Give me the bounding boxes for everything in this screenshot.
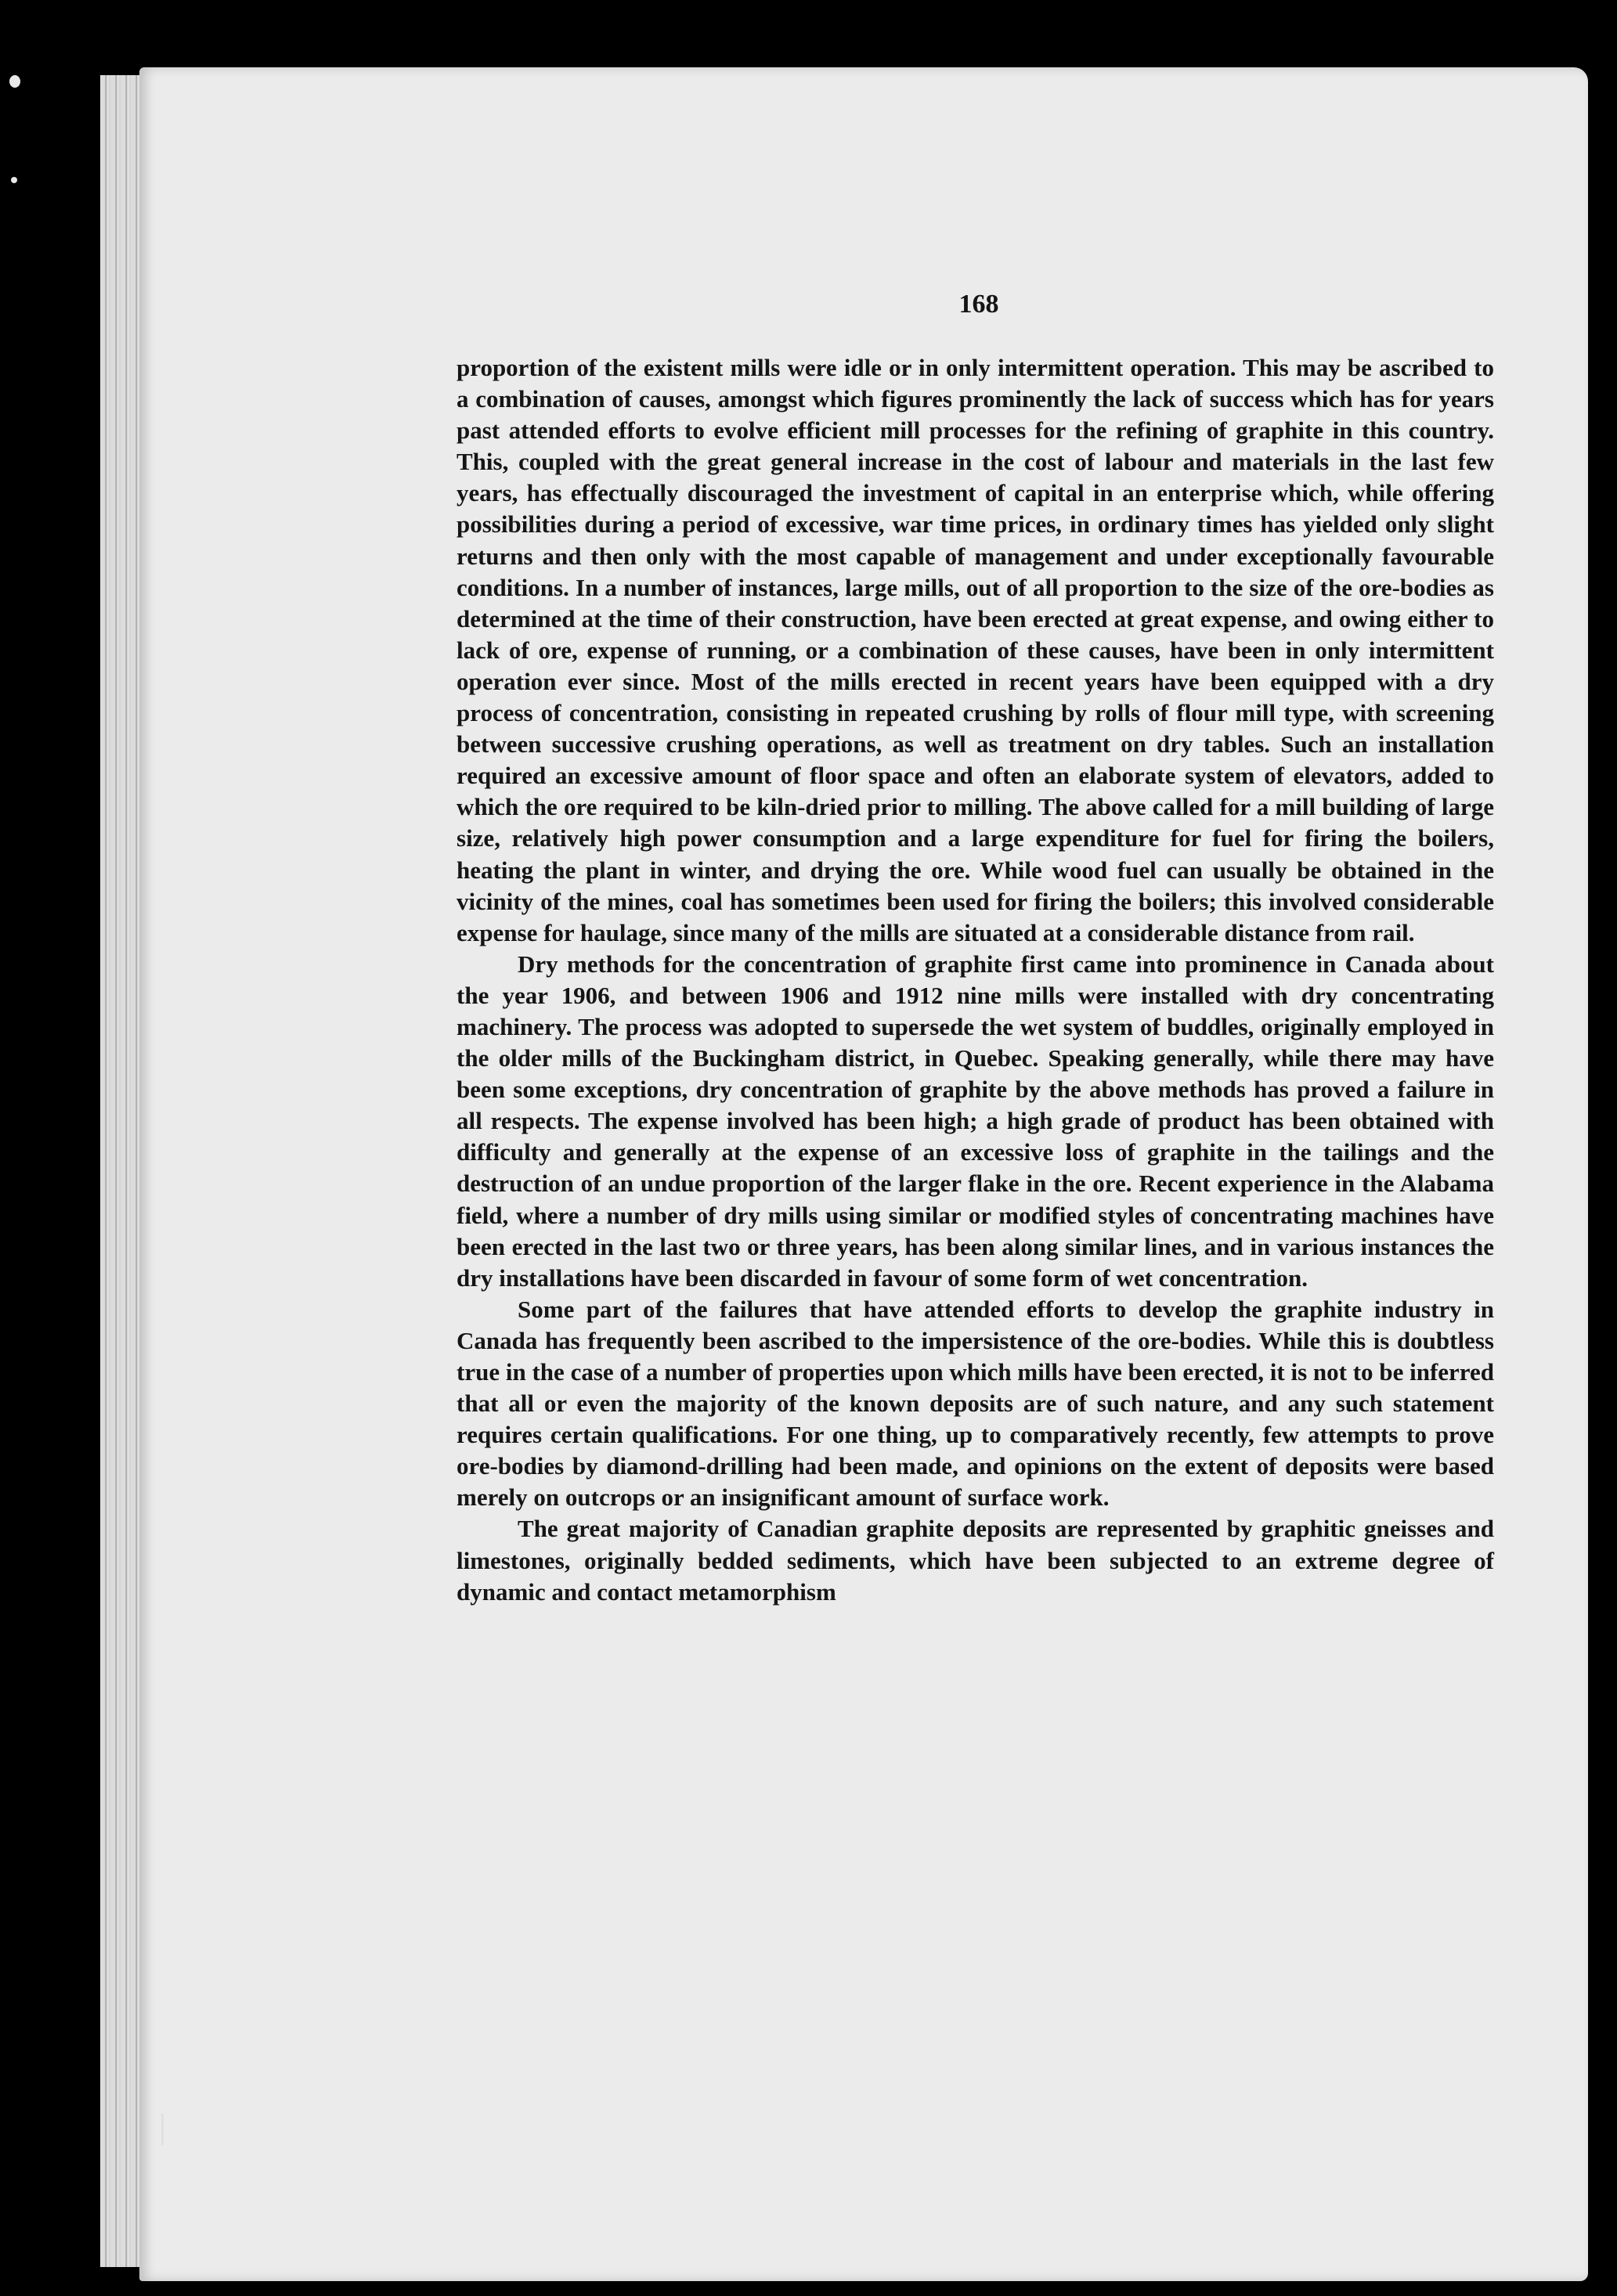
page-number: 168 xyxy=(958,290,999,319)
paragraph: Some part of the failures that have attended efforts to develop the graphite industry in Canada has frequently been ascribed to the impersistence of the ore-bodies. While this is doubtless true in the case of a number of properties upon which mills have been erected, it is not to be inferred that all or even the majority of the known deposits are of such nature, and any such statement requires certain qualifications. For one thing, up to comparatively recently, few attempts to prove ore-bodies by diamond-drilling had been made, and opinions on the extent of deposits were based merely on outcrops or an insignificant amount of surface work. xyxy=(457,1295,1494,1512)
body-text xyxy=(457,352,1494,1608)
margin-speck xyxy=(11,177,17,183)
margin-speck xyxy=(9,75,20,88)
paragraph: Dry methods for the concentration of graphite first came into prominence in Canada about the year 1906, and between 1906 and 1912 nine mills were installed with dry concentrating machinery. The process was adopted to supersede the wet system of buddles, originally employed in the older mills of the Buckingham district, in Quebec. Speaking generally, while there may have been some exceptions, dry concentration of graphite by the above methods has proved a failure in all respects. The expense involved has been high; a high grade of product has been obtained with difficulty and generally at the expense of an excessive loss of graphite in the tailings and the destruction of an undue proportion of the larger flake in the ore. Recent experience in the Alabama field, where a number of dry mills using similar or modified styles of concentrating machines have been erected in the last two or three years, has been along similar lines, and in various instances the dry installations have been discarded in favour of some form of wet concentration. xyxy=(457,950,1494,1292)
paragraph: proportion of the existent mills were idle or in only intermittent operation. This may be ascribed to a combination of causes, amongst which figures prominently the lack of success which has for years past attended efforts to evolve efficient mill processes for the refining of graphite in this country. This, coupled with the great general increase in the cost of labour and materials in the last few years, has effectually discouraged the investment of capital in an enterprise which, while offering possibilities during a period of excessive, war time prices, in ordinary times has yielded only slight returns and then only with the most capable of management and under exceptionally favourable conditions. In a number of instances, large mills, out of all proportion to the size of the ore-bodies as determined at the time of their construction, have been erected at great expense, and owing either to lack of ore, expense of running, or a combination of these causes, have been in only intermittent operation ever since. Most of the mills erected in recent years have been equipped with a dry process of concentration, consisting in repeated crushing by rolls of flour mill type, with screening between successive crushing operations, as well as treatment on dry tables. Such an installation required an excessive amount of floor space and often an elaborate system of elevators, added to which the ore required to be kiln-dried prior to milling. The above called for a mill building of large size, relatively high power consumption and a large expenditure for fuel for firing the boilers, heating the plant in winter, and drying the ore. While wood fuel can usually be obtained in the vicinity of the mines, coal has sometimes been used for firing the boilers; this involved considerable expense for haulage, since many of the mills are situated at a considerable distance from rail. xyxy=(457,354,1494,946)
margin-mark xyxy=(161,2114,164,2145)
paragraph: The great majority of Canadian graphite deposits are represented by graphitic gneisses and limestones, originally bedded sediments, which have been subjected to an extreme degree of dynamic and contact metamorphism xyxy=(457,1515,1494,1606)
